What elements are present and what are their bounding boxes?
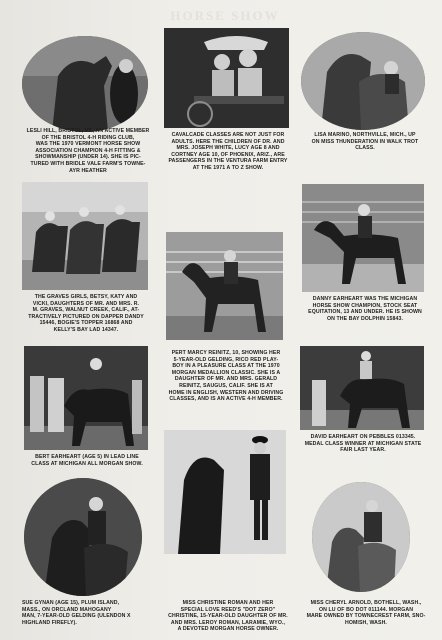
caption-bert-earheart: BERT EARHEART (AGE 5) IN LEAD LINE CLASS AT MICHIGAN ALL MORGAN SHOW.	[31, 454, 143, 467]
page-header: HORSE SHOW	[170, 8, 280, 23]
caption-david-earheart: DAVID EARHEART ON PEBBLES 013345. MEDAL CLASS WINNER AT MICHIGAN STATE FAIR LAST YEAR.	[304, 434, 422, 454]
caption-cheryl-arnold: MISS CHERYL ARNOLD, BOTHELL, WASH., ON LU OF BO DOT 011144. MORGAN MARE OWNED BY TOWNECREST FARM, SNO- HOMISH, WASH.	[306, 600, 426, 626]
photo-cheryl-arnold	[312, 482, 410, 592]
photo-sue-gynan	[24, 478, 142, 596]
photo-graves-girls	[22, 182, 148, 290]
caption-lisa-marino: LISA MARINO, NORTHVILLE, MICH., UP ON MISS THUNDERATION IN WALK TROT CLASS.	[311, 132, 419, 152]
photo-cavalcade	[164, 28, 289, 128]
caption-sue-gynan: SUE GYNAN (AGE 15), PLUM ISLAND, MASS., ON ORCLAND MAHOGANY MAN, 7-YEAR-OLD GELDING (ULENDON X HIGHLAND FIREFLY).	[22, 600, 131, 626]
photo-bert-earheart	[24, 346, 148, 450]
caption-danny-earheart: DANNY EARHEART WAS THE MICHIGAN HORSE SHOW CHAMPION, STOCK SEAT EQUITATION, 13 AND UNDER. HE IS SHOWN ON THE BAY DOLPHIN 15843.	[308, 296, 422, 322]
caption-graves-girls: THE GRAVES GIRLS, BETSY, KATY AND VICKI, DAUGHTERS OF MR. AND MRS. R. M. GRAVES, WALNUT CREEK, CALIF., AT- TRACTIVELY PICTURED ON DAPPER DANDY 15446, BOGIE'S TOPPER 16868 AND KELLY'S BAY LAD 14347.	[28, 294, 144, 333]
photo-danny-earheart	[302, 184, 424, 292]
photo-christine-roman	[164, 430, 286, 554]
photo-david-earheart	[300, 346, 424, 430]
photo-lisa-marino	[301, 32, 425, 130]
photo-marcy-reinitz	[166, 232, 283, 340]
photo-lesli-hill	[22, 36, 148, 132]
caption-lesli-hill: LESLI HILL, BRISTOL, VT., AN ACTIVE MEMBER OF THE BRISTOL 4-H RIDING CLUB, WAS THE 1970 VERMONT HORSE SHOW ASSOCIATION CHAMPION 4-H FITTING & SHOWMANSHIP (UNDER 14). SHE IS PIC- TURED WITH BRIDLE VALE FARM'S TOWNE- AYR HEATHER	[26, 128, 150, 174]
caption-cavalcade: CAVALCADE CLASSES ARE NOT JUST FOR ADULTS. HERE THE CHILDREN OF DR. AND MRS. JOSEPH WHITE, LUCY AGE 8 AND CORTNEY AGE 10, OF PHOENIX, ARIZ., ARE PASSENGERS IN THE VENTURA FARM ENTRY AT THE 1971 A TO Z SHOW.	[168, 132, 288, 171]
caption-marcy-reinitz: PERT MARCY REINITZ, 10, SHOWING HER 5-YEAR-OLD GELDING, RICO RED PLAY- BOY IN A PLEASURE CLASS AT THE 1970 MORGAN MEDALLION CLASSIC. SHE IS A DAUGHTER OF MR. AND MRS. GERALD REINITZ, SAUGUS, CALIF. SHE IS AT HOME IN ENGLISH, WESTERN AND DRIVING CLASSES, AND IS AN ACTIVE 4-H MEMBER.	[168, 350, 284, 403]
caption-christine-roman: MISS CHRISTINE ROMAN AND HER SPECIAL LOVE REED'S "DOT ZERO" CHRISTINE, 15-YEAR-OLD DAUGHTER OF MR. AND MRS. LEROY ROMAN, LARAMIE, WYO., A DEVOTED MORGAN HORSE OWNER.	[168, 600, 288, 633]
